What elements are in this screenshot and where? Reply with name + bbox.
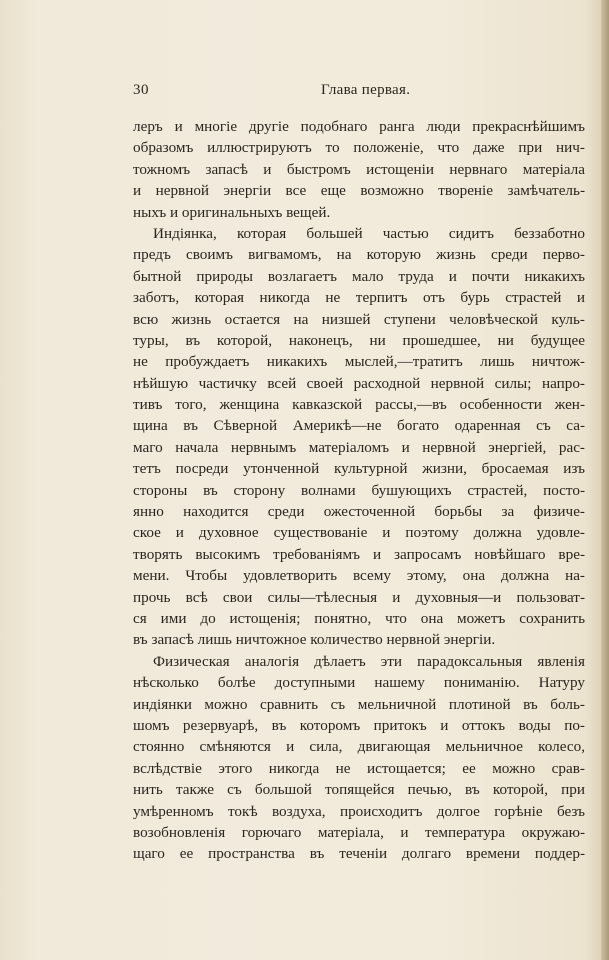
- text-line: мени. Чтобы удовлетворить всему этому, она должна на-: [133, 567, 585, 585]
- text-line: заботъ, которая никогда не терпитъ отъ бурь страстей и: [133, 289, 585, 307]
- text-line: всю жизнь остается на низшей ступени человѣческой куль-: [133, 310, 585, 328]
- text-line: ся ими до истощенія; понятно, что она можетъ сохранить: [133, 609, 585, 627]
- text-line: вслѣдствіе этого никогда не истощается; ее можно срав-: [133, 759, 585, 777]
- body-text: [133, 116, 585, 865]
- text-line: бытной природы возлагаетъ мало труда и почти никакихъ: [133, 267, 585, 285]
- text-line: образомъ иллюстрируютъ то положеніе, что даже при нич-: [133, 139, 585, 157]
- text-line: не пробуждаетъ никакихъ мыслей,—тратитъ лишь ничтож-: [133, 353, 585, 371]
- text-line: ныхъ и оригинальныхъ вещей.: [133, 203, 331, 221]
- text-line: Индіянка, которая большей частью сидитъ беззаботно: [153, 224, 585, 242]
- text-line: тожномъ запасѣ и быстромъ истощеніи нервнаго матеріала: [133, 160, 585, 178]
- text-line: туры, въ которой, наконецъ, ни прошедшее, ни будущее: [133, 331, 585, 349]
- text-line: индіянки можно сравнить съ мельничной плотиной въ боль-: [133, 695, 585, 713]
- text-line: нѣсколько болѣе доступными нашему пониманію. Натуру: [133, 674, 585, 692]
- text-line: Физическая аналогія дѣлаетъ эти парадоксальныя явленія: [153, 652, 585, 670]
- text-line: въ запасѣ лишь ничтожное количество нервной энергіи.: [133, 631, 496, 649]
- text-line: нить также съ большой топящейся печью, въ которой, при: [133, 781, 585, 799]
- text-line: щина въ Сѣверной Америкѣ—не богато одаренная съ са-: [133, 417, 585, 435]
- text-line: и нервной энергіи все еще возможно твореніе замѣчатель-: [133, 182, 585, 200]
- page-number: 30: [133, 82, 149, 98]
- text-line: леръ и многіе другіе подобнаго ранга люди прекраснѣйшимъ: [133, 118, 585, 135]
- text-line: тетъ посреди утонченной культурной жизни, бросаемая изъ: [133, 460, 585, 478]
- text-line: прочь всѣ свои силы—тѣлесныя и духовныя—и пользоват-: [133, 588, 585, 606]
- text-line: янно находится среди ожесточенной борьбы за физиче-: [133, 503, 585, 521]
- text-line: стоянно смѣняются и сила, двигающая мельничное колесо,: [133, 738, 585, 756]
- page-header: [133, 82, 585, 104]
- text-line: тивъ того, женщина кавказской рассы,—въ особенности жен-: [133, 396, 585, 414]
- text-line: ское и духовное существованіе и поэтому должна удовле-: [133, 524, 585, 542]
- text-line: нѣйшую частичку всей своей расходной нервной силы; напро-: [133, 374, 585, 392]
- text-line: стороны въ сторону волнами бушующихъ страстей, посто-: [133, 481, 585, 499]
- text-line: шомъ резервуарѣ, въ которомъ притокъ и оттокъ воды по-: [133, 716, 585, 734]
- text-line: маго начала нервнымъ матеріаломъ и нервной энергіей, рас-: [133, 438, 585, 456]
- text-line: предъ своимъ вигвамомъ, на которую жизнь среди перво-: [133, 246, 585, 264]
- text-line: щаго ее пространства въ теченіи долгаго времени поддер-: [133, 845, 585, 863]
- text-line: возобновленія горючаго матеріала, и температура окружаю-: [133, 823, 585, 841]
- page-edge: [601, 0, 609, 960]
- text-line: умѣренномъ токѣ воздуха, происходитъ долгое горѣніе безъ: [133, 802, 585, 820]
- text-line: творять высокимъ требованіямъ и запросамъ новѣйшаго вре-: [133, 545, 585, 563]
- running-head: Глава первая.: [321, 82, 411, 98]
